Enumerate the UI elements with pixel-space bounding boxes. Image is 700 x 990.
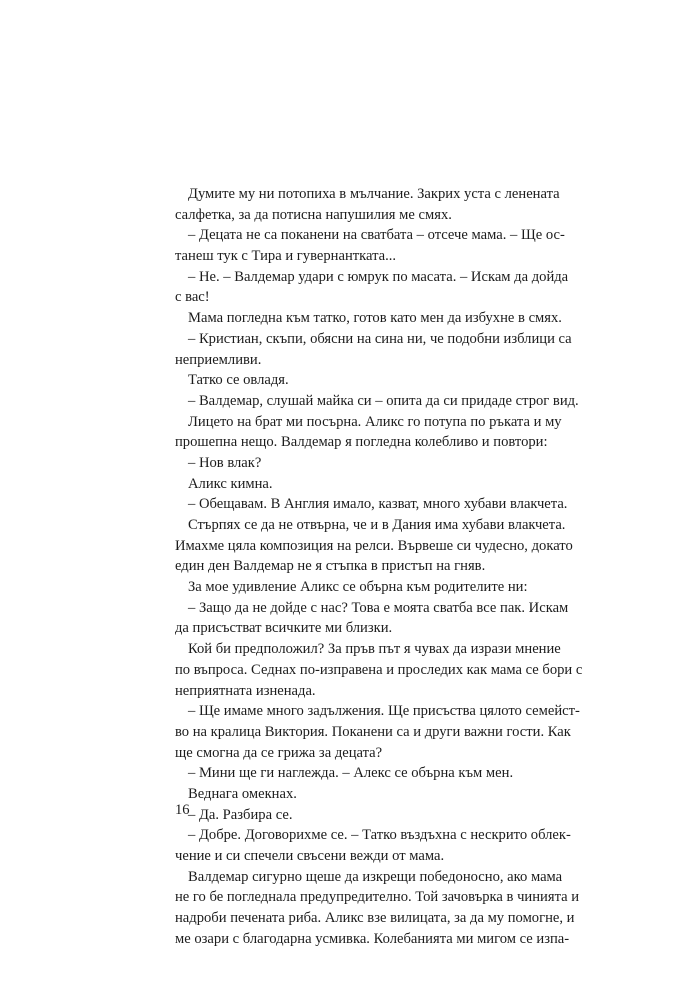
text-line: неприемливи.: [175, 351, 262, 368]
text-line: Валдемар сигурно щеше да изкрещи победоносно, ако мама: [188, 868, 563, 885]
text-line: Татко се овладя.: [188, 372, 289, 389]
text-line: не го бе погледнала предупредително. Той зачовърка в чинията и: [175, 889, 580, 906]
text-line: – Мини ще ги наглежда. – Алекс се обърна към мен.: [188, 765, 514, 782]
text-line: един ден Валдемар не я стъпка в пристъп на гняв.: [175, 558, 486, 575]
text-line: Думите му ни потопиха в мълчание. Закрих уста с ленената: [188, 186, 560, 202]
text-line: За мое удивление Аликс се обърна към родителите ни:: [188, 579, 528, 596]
page-number: 16: [175, 802, 190, 818]
text-line: ме озари с благодарна усмивка. Колебанията ми мигом се изпа-: [175, 930, 570, 947]
text-line: Имахме цяла композиция на релси. Вървеше си чудесно, докато: [175, 537, 573, 554]
text-line: Стърпях се да не отвърна, че и в Дания има хубави влакчета.: [188, 517, 566, 533]
text-line: Веднага омекнах.: [188, 785, 297, 802]
text-line: надроби печената риба. Аликс взе вилицата, за да му помогне, и: [175, 910, 575, 927]
text-line: – Защо да не дойде с нас? Това е моята сватба все пак. Искам: [188, 599, 569, 616]
text-line: – Не. – Валдемар удари с юмрук по масата. – Искам да дойда: [188, 268, 569, 285]
text-line: прошепна нещо. Валдемар я погледна колебливо и повтори:: [175, 434, 548, 451]
text-line: неприятната изненада.: [175, 682, 316, 699]
text-line: с вас!: [175, 289, 210, 306]
text-line: – Кристиан, скъпи, обясни на сина ни, че подобни изблици са: [188, 330, 572, 347]
text-line: по въпроса. Седнах по-изправена и проследих как мама се бори с: [175, 661, 583, 678]
text-line: Аликс кимна.: [188, 475, 273, 492]
text-line: – Обещавам. В Англия имало, казват, много хубави влакчета.: [188, 496, 568, 513]
text-line: да присъстват всичките ми близки.: [175, 620, 393, 637]
text-line: Лицето на брат ми посърна. Аликс го потупа по ръката и му: [188, 413, 562, 430]
text-line: ще смогна да се грижа за децата?: [175, 744, 383, 761]
text-line: – Нов влак?: [188, 454, 262, 471]
body-text: [175, 184, 583, 949]
text-line: салфетка, за да потисна напушилия ме смях.: [175, 206, 452, 223]
text-line: – Децата не са поканени на сватбата – отсече мама. – Ще ос-: [188, 227, 565, 244]
text-line: – Ще имаме много задължения. Ще присъства цялото семейст-: [188, 703, 580, 720]
text-line: чение и си спечели свъсени вежди от мама.: [175, 848, 445, 864]
text-line: Мама погледна към татко, готов като мен да избухне в смях.: [188, 310, 562, 327]
text-line: во на кралица Виктория. Поканени са и други важни гости. Как: [175, 723, 571, 740]
text-line: – Валдемар, слушай майка си – опита да си придаде строг вид.: [188, 392, 579, 409]
text-line: Кой би предположил? За пръв път я чувах да изрази мнение: [188, 641, 561, 658]
text-line: – Добре. Договорихме се. – Татко въздъхна с нескрито облек-: [188, 827, 571, 844]
text-line: танеш тук с Тира и гувернантката...: [175, 248, 397, 265]
text-line: – Да. Разбира се.: [188, 806, 293, 823]
